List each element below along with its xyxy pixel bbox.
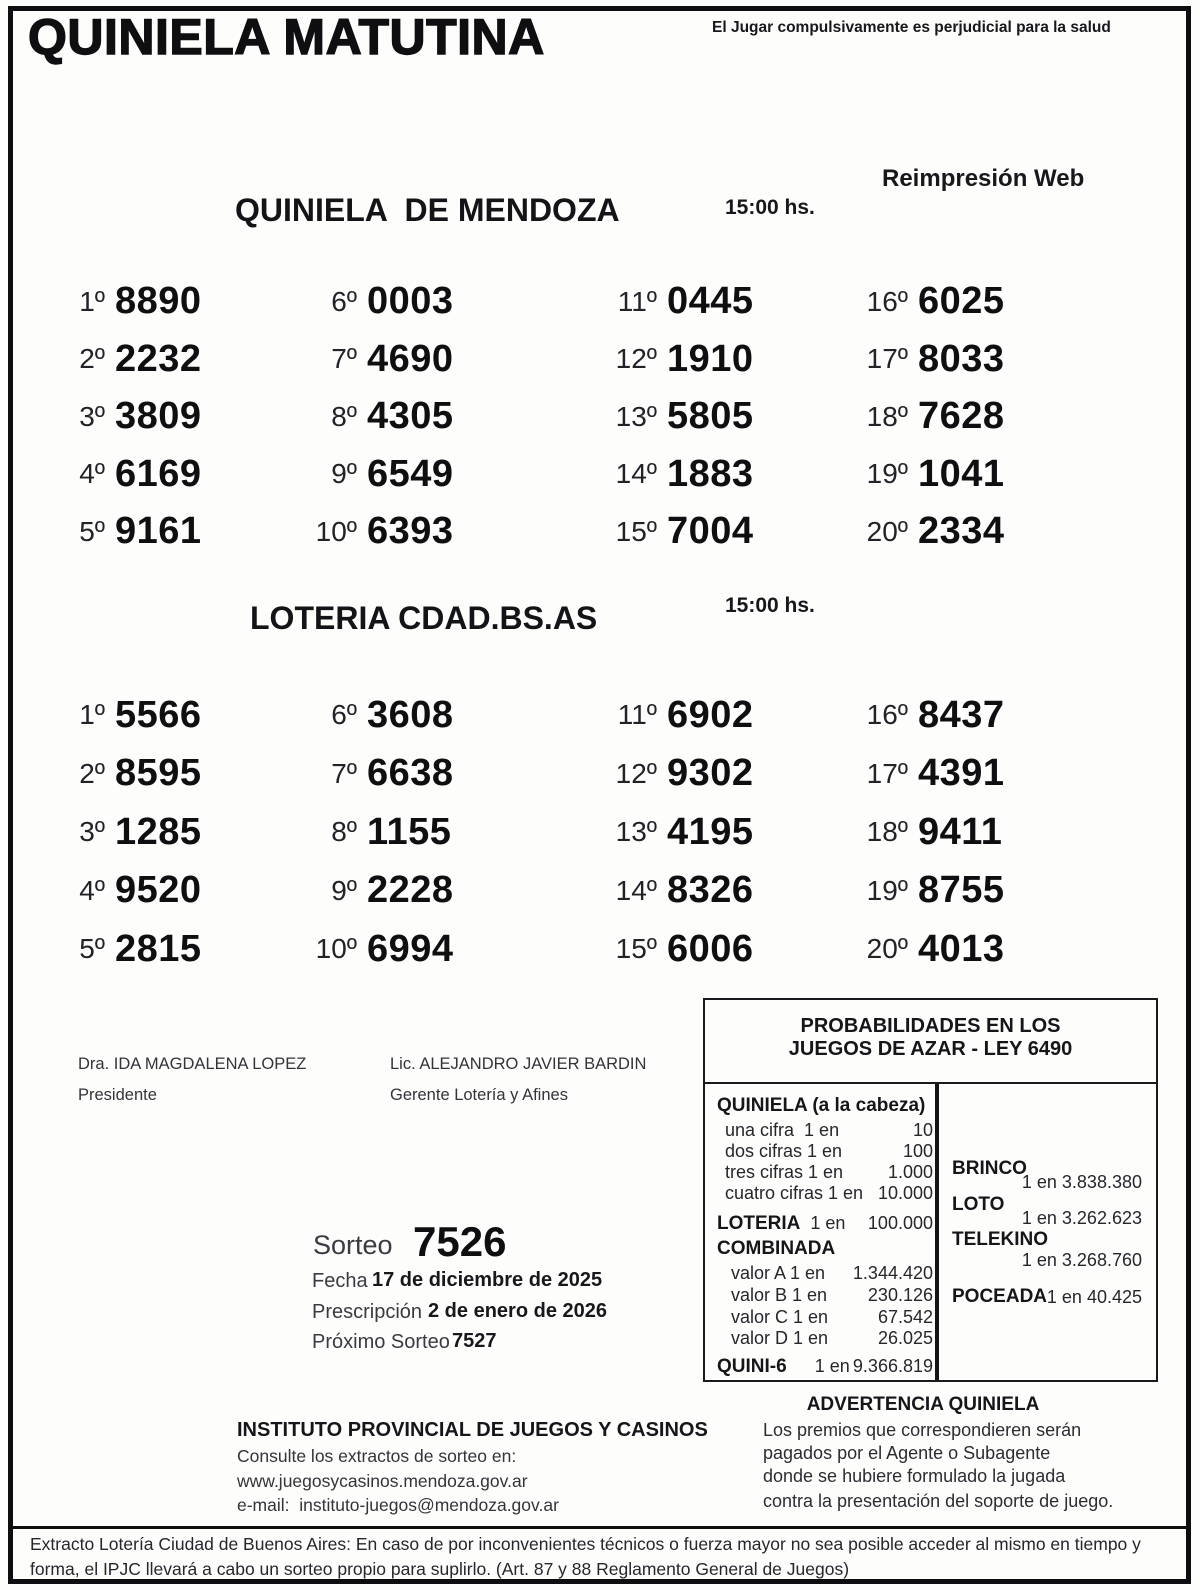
result-number: 6393	[367, 510, 454, 553]
result-position: 7º	[331, 343, 357, 375]
result-position: 5º	[79, 515, 105, 547]
proximo-sorteo-label: Próximo Sorteo	[312, 1331, 450, 1353]
result-position: 10º	[315, 933, 357, 965]
probabilities-title-line1: PROBABILIDADES EN LOS	[800, 1015, 1061, 1037]
result-cell	[45, 331, 297, 389]
quiniela-prob-header: QUINIELA (a la cabeza)	[717, 1095, 926, 1116]
result-number: 0003	[367, 280, 454, 323]
result-number: 6006	[667, 927, 754, 970]
prob-row: valor A 1 en 1.344.420	[731, 1263, 933, 1283]
fecha-value: 17 de diciembre de 2025	[372, 1269, 603, 1291]
result-position: 1º	[79, 285, 105, 317]
result-number: 6169	[115, 452, 202, 495]
instituto-consulte-line: Consulte los extractos de sorteo en:	[237, 1446, 517, 1466]
result-cell	[848, 388, 1098, 446]
footer-text-line2: forma, el IPJC llevará a cabo un sorteo propio para suplirlo. (Art. 87 y 88 Reglamento General de Juegos)	[30, 1559, 850, 1579]
result-position: 20º	[866, 933, 908, 965]
result-number: 8326	[667, 869, 754, 912]
result-number: 1285	[115, 810, 202, 853]
result-cell	[848, 446, 1098, 504]
result-cell	[45, 862, 297, 921]
result-number: 2232	[115, 337, 202, 380]
result-cell	[597, 745, 848, 804]
prob-row: valor C 1 en 67.542	[731, 1307, 933, 1327]
page-title: QUINIELA MATUTINA	[28, 9, 545, 65]
brinco-label: BRINCO	[952, 1158, 1027, 1179]
result-cell	[597, 803, 848, 862]
result-number: 4391	[918, 752, 1005, 795]
result-number: 4195	[667, 810, 754, 853]
reprint-label: Reimpresión Web	[882, 165, 1085, 192]
result-number: 2815	[115, 927, 202, 970]
result-position: 1º	[79, 699, 105, 731]
bsas-results-grid	[45, 686, 1098, 979]
probabilities-title-line2: JUEGOS DE AZAR - LEY 6490	[788, 1038, 1073, 1060]
sorteo-number: 7526	[413, 1218, 507, 1265]
probabilities-title	[705, 1000, 1156, 1084]
prescripcion-label: Prescripción	[312, 1301, 423, 1323]
result-number: 9520	[115, 869, 202, 912]
result-cell	[297, 920, 597, 979]
result-cell	[848, 745, 1098, 804]
result-number: 6638	[367, 752, 454, 795]
result-position: 20º	[866, 515, 908, 547]
result-number: 1883	[667, 452, 754, 495]
poceada-label: POCEADA	[952, 1286, 1048, 1307]
result-position: 14º	[615, 458, 657, 490]
result-cell	[45, 446, 297, 504]
result-number: 3809	[115, 395, 202, 438]
result-number: 3608	[367, 693, 454, 736]
health-warning: El Jugar compulsivamente es perjudicial para la salud	[712, 19, 1111, 36]
brinco-value: 1 en 3.838.380	[1021, 1172, 1142, 1192]
result-cell	[848, 686, 1098, 745]
result-cell	[848, 331, 1098, 389]
result-cell	[297, 862, 597, 921]
result-number: 8755	[918, 869, 1005, 912]
telekino-value: 1 en 3.268.760	[1021, 1250, 1142, 1270]
result-number: 5566	[115, 693, 202, 736]
result-cell	[597, 273, 848, 331]
result-position: 8º	[331, 400, 357, 432]
result-cell	[597, 446, 848, 504]
result-number: 6025	[918, 280, 1005, 323]
result-position: 18º	[866, 816, 908, 848]
prescripcion-value: 2 de enero de 2026	[428, 1300, 607, 1322]
result-number: 8595	[115, 752, 202, 795]
result-position: 15º	[615, 515, 657, 547]
result-cell	[848, 803, 1098, 862]
mendoza-results-grid	[45, 273, 1098, 561]
footer-text-line1: Extracto Lotería Ciudad de Buenos Aires: En caso de por inconvenientes técnicos o fuerza mayor no sea posible acceder al mismo en tiempo y	[30, 1534, 1141, 1554]
instituto-email: e-mail: instituto-juegos@mendoza.gov.ar	[237, 1495, 559, 1515]
prob-row: una cifra 1 en 10	[725, 1120, 933, 1140]
result-cell	[597, 686, 848, 745]
advertencia-line: pagados por el Agente o Subagente	[763, 1443, 1051, 1463]
result-position: 19º	[866, 874, 908, 906]
prob-row: dos cifras 1 en 100	[725, 1141, 933, 1161]
result-cell	[297, 446, 597, 504]
advertencia-line: donde se hubiere formulado la jugada	[763, 1466, 1066, 1486]
result-position: 6º	[331, 285, 357, 317]
result-position: 2º	[79, 343, 105, 375]
result-position: 12º	[615, 757, 657, 789]
result-position: 10º	[315, 515, 357, 547]
result-position: 5º	[79, 933, 105, 965]
result-cell	[597, 503, 848, 561]
poceada-value: 1 en 40.425	[1046, 1287, 1142, 1307]
result-cell	[848, 920, 1098, 979]
result-number: 7004	[667, 510, 754, 553]
instituto-name: INSTITUTO PROVINCIAL DE JUEGOS Y CASINOS	[237, 1419, 708, 1441]
result-number: 8890	[115, 280, 202, 323]
result-position: 19º	[866, 458, 908, 490]
advertencia-line: contra la presentación del soporte de juego.	[763, 1491, 1114, 1511]
instituto-website: www.juegosycasinos.mendoza.gov.ar	[237, 1471, 528, 1491]
prob-row: valor B 1 en 230.126	[731, 1285, 933, 1305]
result-position: 16º	[866, 285, 908, 317]
result-position: 17º	[866, 343, 908, 375]
result-number: 1155	[367, 810, 452, 853]
result-number: 4305	[367, 395, 454, 438]
result-cell	[597, 920, 848, 979]
result-cell	[45, 503, 297, 561]
result-cell	[848, 503, 1098, 561]
quini6-row: QUINI-6 1 en 9.366.819	[717, 1356, 933, 1377]
sorteo-label: Sorteo	[313, 1230, 393, 1260]
result-number: 0445	[667, 280, 754, 323]
footer-divider	[13, 1526, 1186, 1529]
prob-row: cuatro cifras 1 en 10.000	[725, 1183, 933, 1203]
result-position: 14º	[615, 874, 657, 906]
result-number: 5805	[667, 395, 754, 438]
result-number: 6549	[367, 452, 454, 495]
proximo-sorteo-value: 7527	[452, 1330, 497, 1352]
result-position: 3º	[79, 816, 105, 848]
loto-label: LOTO	[952, 1194, 1005, 1215]
result-position: 13º	[615, 400, 657, 432]
draw1-title: QUINIELA DE MENDOZA	[235, 192, 620, 228]
result-position: 9º	[331, 458, 357, 490]
combinada-header: COMBINADA	[717, 1238, 836, 1259]
result-number: 2334	[918, 510, 1005, 553]
result-cell	[45, 273, 297, 331]
result-cell	[848, 273, 1098, 331]
result-position: 4º	[79, 458, 105, 490]
advertencia-line: Los premios que correspondieren serán	[763, 1420, 1082, 1440]
result-position: 4º	[79, 874, 105, 906]
result-position: 11º	[617, 285, 657, 317]
result-position: 15º	[615, 933, 657, 965]
result-position: 9º	[331, 874, 357, 906]
result-cell	[848, 862, 1098, 921]
result-cell	[45, 745, 297, 804]
result-cell	[45, 686, 297, 745]
result-number: 7628	[918, 395, 1005, 438]
result-position: 11º	[617, 699, 657, 731]
result-cell	[45, 920, 297, 979]
probabilities-box	[703, 998, 1158, 1382]
result-position: 7º	[331, 757, 357, 789]
result-number: 9411	[918, 810, 1003, 853]
result-position: 6º	[331, 699, 357, 731]
result-number: 6902	[667, 693, 754, 736]
result-cell	[297, 331, 597, 389]
result-number: 1910	[667, 337, 754, 380]
result-number: 4013	[918, 927, 1005, 970]
result-number: 2228	[367, 869, 454, 912]
prob-row: tres cifras 1 en 1.000	[725, 1162, 933, 1182]
result-number: 9302	[667, 752, 754, 795]
result-cell	[297, 686, 597, 745]
fecha-label: Fecha	[312, 1270, 368, 1292]
official-1-role: Presidente	[78, 1086, 157, 1104]
result-number: 4690	[367, 337, 454, 380]
result-cell	[45, 803, 297, 862]
probabilities-divider	[935, 1084, 939, 1380]
result-cell	[597, 331, 848, 389]
draw2-time: 15:00 hs.	[725, 594, 815, 617]
result-position: 16º	[866, 699, 908, 731]
prob-row: valor D 1 en 26.025	[731, 1328, 933, 1348]
result-position: 3º	[79, 400, 105, 432]
draw2-title: LOTERIA CDAD.BS.AS	[250, 600, 598, 636]
result-number: 8437	[918, 693, 1005, 736]
result-cell	[297, 803, 597, 862]
loto-value: 1 en 3.262.623	[1021, 1208, 1142, 1228]
result-number: 6994	[367, 927, 454, 970]
result-position: 17º	[866, 757, 908, 789]
draw1-time: 15:00 hs.	[725, 196, 815, 219]
result-cell	[597, 388, 848, 446]
result-position: 18º	[866, 400, 908, 432]
result-cell	[297, 273, 597, 331]
result-number: 9161	[115, 510, 202, 553]
result-cell	[297, 503, 597, 561]
advertencia-title: ADVERTENCIA QUINIELA	[806, 1394, 1040, 1415]
result-position: 8º	[331, 816, 357, 848]
result-position: 12º	[615, 343, 657, 375]
result-position: 13º	[615, 816, 657, 848]
result-cell	[297, 388, 597, 446]
official-2-role: Gerente Lotería y Afines	[390, 1086, 568, 1104]
official-1-name: Dra. IDA MAGDALENA LOPEZ	[78, 1055, 307, 1073]
result-position: 2º	[79, 757, 105, 789]
result-cell	[597, 862, 848, 921]
loteria-prob-row: LOTERIA 1 en 100.000	[717, 1213, 933, 1234]
result-cell	[297, 745, 597, 804]
result-number: 1041	[918, 452, 1005, 495]
telekino-label: TELEKINO	[952, 1229, 1049, 1250]
result-number: 8033	[918, 337, 1005, 380]
result-cell	[45, 388, 297, 446]
official-2-name: Lic. ALEJANDRO JAVIER BARDIN	[390, 1055, 647, 1073]
